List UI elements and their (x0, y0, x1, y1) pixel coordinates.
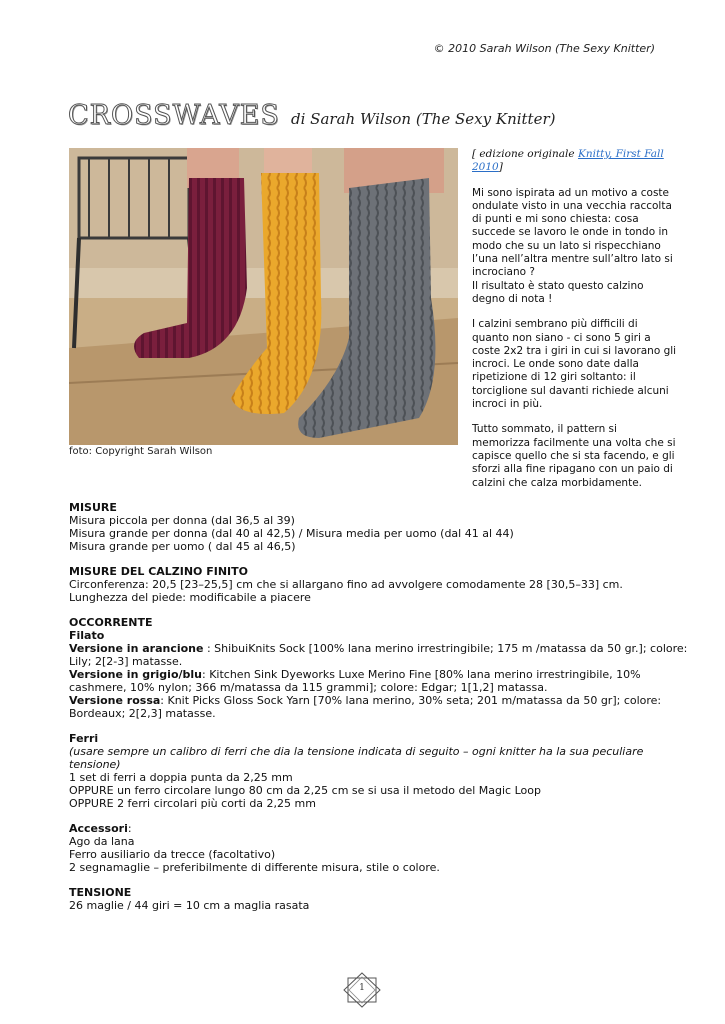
section-occorrente (69, 616, 689, 720)
socks-photo (69, 148, 458, 445)
yarn-red-text: : Knit Picks Gloss Sock Yarn [70% lana merino, 30% seta; 201 m/matassa da 50 gr]; colore: Bordeaux; 2[2,3] matasse. (69, 694, 662, 720)
tensione-heading: TENSIONE (69, 886, 132, 899)
occorrente-heading: OCCORRENTE (69, 616, 153, 629)
yarn-red (69, 694, 689, 720)
edition-suffix: ] (498, 161, 503, 174)
finito-line: Lunghezza del piede: modificabile a piacere (69, 591, 311, 604)
finito-heading: MISURE DEL CALZINO FINITO (69, 565, 249, 578)
edition-note (472, 148, 677, 175)
pattern-name: CROSSWAVES (68, 100, 280, 131)
yarn-grey-text: : Kitchen Sink Dyeworks Luxe Merino Fine [80% lana merino irrestringibile, 10% cashmere, 10% nylon; 366 m/matassa da 115 grammi]; colore: Edgar; 1[1,2] matassa. (69, 668, 641, 694)
yarn-orange-label: Versione in arancione (69, 642, 204, 655)
accessori-heading: Accessori (69, 822, 128, 835)
intro-p1: Mi sono ispirata ad un motivo a coste ondulate visto in una vecchia raccolta di punti e mi sono chiesta: cosa succede se lavoro le onde in tondo in modo che su un lato si rispecchiano l’una nell’altra mentre sull’altro lato si incrociano ? (472, 186, 673, 279)
misure-line: Misura grande per donna (dal 40 al 42,5) / Misura media per uomo (dal 41 al 44) (69, 527, 514, 540)
accessori-colon: : (127, 822, 132, 835)
accessori-line: 2 segnamaglie – preferibilmente di differente misura, stile o colore. (69, 861, 440, 874)
copyright-notice: © 2010 Sarah Wilson (The Sexy Knitter) (433, 42, 655, 55)
yarn-grey-label: Versione in grigio/blu (69, 668, 202, 681)
finito-line: Circonferenza: 20,5 [23–25,5] cm che si allargano fino ad avvolgere comodamente 28 [30,5–33] cm. (69, 578, 623, 591)
yarn-grey (69, 668, 689, 694)
socks-illustration (69, 148, 458, 445)
misure-heading: MISURE (69, 501, 117, 514)
page-number-badge (342, 972, 382, 1008)
accessori-line: Ago da lana (69, 835, 135, 848)
section-misure (69, 501, 689, 553)
pattern-title (68, 100, 556, 131)
intro-paragraph-3: Tutto sommato, il pattern si memorizza facilmente una volta che si capisce quello che si sta facendo, e gli sforzi alla fine ripagano con un paio di calzini che calza morbidamente. (472, 423, 676, 489)
section-ferri (69, 732, 689, 810)
intro-paragraph-1 (472, 187, 677, 307)
yarn-orange (69, 642, 689, 668)
accessori-heading-row (69, 822, 689, 835)
pattern-details (69, 501, 689, 924)
misure-line: Misura piccola per donna (dal 36,5 al 39) (69, 514, 295, 527)
ferri-line: OPPURE 2 ferri circolari più corti da 2,25 mm (69, 797, 316, 810)
ferri-heading: Ferri (69, 732, 99, 745)
section-tensione (69, 886, 689, 912)
pattern-author: di Sarah Wilson (The Sexy Knitter) (291, 110, 556, 128)
filato-heading: Filato (69, 629, 105, 642)
tensione-line: 26 maglie / 44 giri = 10 cm a maglia rasata (69, 899, 310, 912)
knitty-link[interactable]: Knitty, First Fall 2010 (472, 148, 664, 174)
intro-sidebar (472, 148, 677, 502)
section-accessori (69, 822, 689, 874)
intro-p1b: Il risultato è stato questo calzino degno di nota ! (472, 279, 644, 305)
yarn-orange-text: : ShibuiKnits Sock [100% lana merino irrestringibile; 175 m /matassa da 50 gr.]; colore: Lily; 2[2-3] matasse. (69, 642, 688, 668)
page-number: 1 (359, 983, 365, 993)
ferri-line: OPPURE un ferro circolare lungo 80 cm da 2,25 cm se si usa il metodo del Magic Loop (69, 784, 541, 797)
ferri-note: (usare sempre un calibro di ferri che dia la tensione indicata di seguito – ogni knitter ha la sua peculiare tensione) (69, 745, 644, 771)
yarn-red-label: Versione rossa (69, 694, 161, 707)
accessori-line: Ferro ausiliario da trecce (facoltativo) (69, 848, 276, 861)
misure-line: Misura grande per uomo ( dal 45 al 46,5) (69, 540, 296, 553)
ferri-line: 1 set di ferri a doppia punta da 2,25 mm (69, 771, 293, 784)
edition-prefix: [ edizione originale (472, 148, 575, 160)
intro-paragraph-2: I calzini sembrano più difficili di quanto non siano - ci sono 5 giri a coste 2x2 tra i giri in cui si lavorano gli incroci. Le onde sono date dalla ripetizione di 12 giri soltanto: il torciglione sul davanti richiede alcuni incroci in più. (472, 318, 677, 411)
section-finito (69, 565, 689, 604)
photo-caption: foto: Copyright Sarah Wilson (69, 446, 213, 457)
